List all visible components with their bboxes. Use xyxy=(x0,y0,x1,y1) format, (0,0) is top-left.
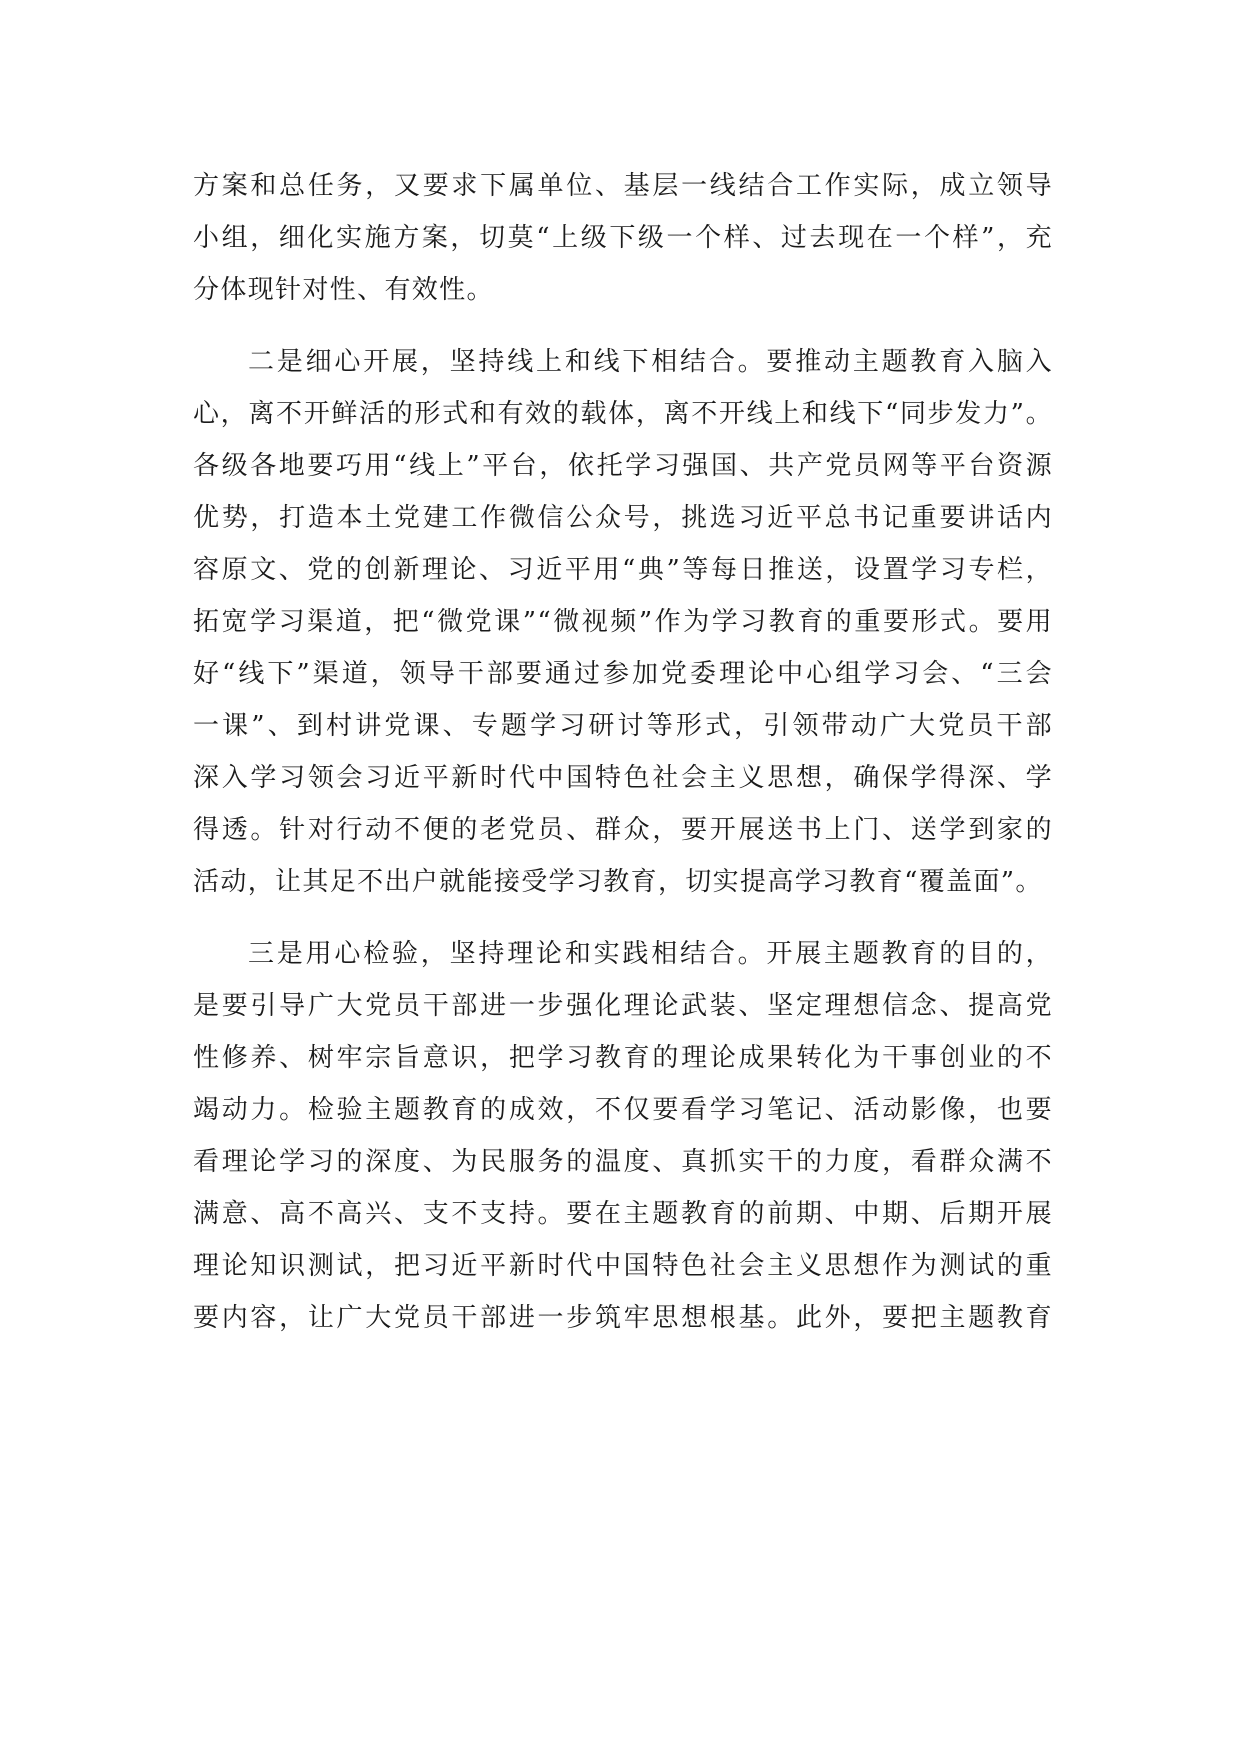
text-line: 理论知识测试，把习近平新时代中国特色社会主义思想作为测试的重 xyxy=(193,1251,1053,1281)
text-line: 看理论学习的深度、为民服务的温度、真抓实干的力度，看群众满不 xyxy=(193,1147,1053,1177)
text-line: 要内容，让广大党员干部进一步筑牢思想根基。此外，要把主题教育 xyxy=(193,1303,1053,1333)
text-line: 容原文、党的创新理论、习近平用“典”等每日推送，设置学习专栏， xyxy=(193,555,1053,585)
text-line: 竭动力。检验主题教育的成效，不仅要看学习笔记、活动影像，也要 xyxy=(193,1095,1053,1125)
paragraph-1 xyxy=(193,160,1053,316)
text-line: 方案和总任务，又要求下属单位、基层一线结合工作实际，成立领导 xyxy=(193,171,1053,201)
text-line: 满意、高不高兴、支不支持。要在主题教育的前期、中期、后期开展 xyxy=(193,1199,1053,1229)
text-line: 得透。针对行动不便的老党员、群众，要开展送书上门、送学到家的 xyxy=(193,815,1053,845)
text-line: 二是细心开展，坚持线上和线下相结合。要推动主题教育入脑入 xyxy=(248,347,1053,377)
text-line: 小组，细化实施方案，切莫“上级下级一个样、过去现在一个样”，充 xyxy=(193,223,1053,253)
text-line: 优势，打造本土党建工作微信公众号，挑选习近平总书记重要讲话内 xyxy=(193,503,1053,533)
text-line: 深入学习领会习近平新时代中国特色社会主义思想，确保学得深、学 xyxy=(193,763,1053,793)
text-line: 分体现针对性、有效性。 xyxy=(193,275,494,305)
text-line: 活动，让其足不出户就能接受学习教育，切实提高学习教育“覆盖面”。 xyxy=(193,867,1043,897)
paragraph-2 xyxy=(193,336,1053,908)
text-line: 三是用心检验，坚持理论和实践相结合。开展主题教育的目的， xyxy=(248,939,1053,969)
paragraph-gap xyxy=(193,908,1053,928)
paragraph-gap xyxy=(193,316,1053,336)
paragraph-3 xyxy=(193,928,1053,1344)
text-line: 一课”、到村讲党课、专题学习研讨等形式，引领带动广大党员干部 xyxy=(193,711,1053,741)
text-line: 心，离不开鲜活的形式和有效的载体，离不开线上和线下“同步发力”。 xyxy=(193,399,1053,429)
text-line: 好“线下”渠道，领导干部要通过参加党委理论中心组学习会、“三会 xyxy=(193,659,1053,689)
text-line: 拓宽学习渠道，把“微党课”“微视频”作为学习教育的重要形式。要用 xyxy=(193,607,1053,637)
text-line: 是要引导广大党员干部进一步强化理论武装、坚定理想信念、提高党 xyxy=(193,991,1053,1021)
body-text xyxy=(193,160,1053,1344)
text-line: 性修养、树牢宗旨意识，把学习教育的理论成果转化为干事创业的不 xyxy=(193,1043,1053,1073)
text-line: 各级各地要巧用“线上”平台，依托学习强国、共产党员网等平台资源 xyxy=(193,451,1053,481)
